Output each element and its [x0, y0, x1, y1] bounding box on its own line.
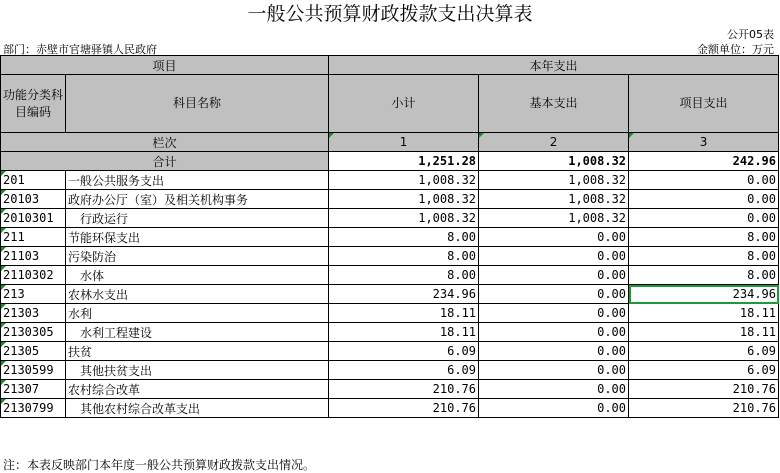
basic-expenditure-cell[interactable]: 0.00	[479, 247, 629, 266]
subtotal-cell[interactable]: 210.76	[329, 380, 479, 399]
basic-expenditure-cell[interactable]: 1,008.32	[479, 190, 629, 209]
table-row	[1, 323, 779, 342]
subject-name-cell[interactable]: 水利	[66, 304, 329, 323]
column-number-1[interactable]: 1	[329, 133, 479, 152]
subject-code-cell[interactable]: 201	[1, 171, 66, 190]
subtotal-cell[interactable]: 234.96	[329, 285, 479, 304]
subtotal-cell[interactable]: 1,008.32	[329, 209, 479, 228]
subject-code-cell[interactable]: 21103	[1, 247, 66, 266]
basic-expenditure-cell[interactable]: 0.00	[479, 228, 629, 247]
column-number-label[interactable]: 栏次	[1, 133, 329, 152]
project-expenditure-cell[interactable]: 18.11	[629, 323, 779, 342]
project-expenditure-cell[interactable]: 210.76	[629, 399, 779, 418]
project-expenditure-cell[interactable]: 6.09	[629, 361, 779, 380]
department-label: 部门：赤壁市官塘驿镇人民政府	[3, 43, 157, 56]
subtotal-cell[interactable]: 8.00	[329, 266, 479, 285]
subject-name-cell[interactable]: 行政运行	[66, 209, 329, 228]
table-row	[1, 285, 779, 304]
total-project[interactable]: 242.96	[629, 152, 779, 171]
basic-expenditure-cell[interactable]: 0.00	[479, 285, 629, 304]
subject-name-cell[interactable]: 一般公共服务支出	[66, 171, 329, 190]
subject-code-cell[interactable]: 2130305	[1, 323, 66, 342]
subject-name-cell[interactable]: 其他扶贫支出	[66, 361, 329, 380]
project-expenditure-cell[interactable]: 18.11	[629, 304, 779, 323]
subtotal-cell[interactable]: 18.11	[329, 323, 479, 342]
project-expenditure-cell[interactable]: 8.00	[629, 266, 779, 285]
project-expenditure-cell[interactable]: 0.00	[629, 190, 779, 209]
table-row	[1, 247, 779, 266]
subject-code-cell[interactable]: 20103	[1, 190, 66, 209]
total-subtotal[interactable]: 1,251.28	[329, 152, 479, 171]
subject-name-cell[interactable]: 节能环保支出	[66, 228, 329, 247]
subject-name-cell[interactable]: 政府办公厅（室）及相关机构事务	[66, 190, 329, 209]
subject-code-cell[interactable]: 2130799	[1, 399, 66, 418]
amount-unit-label: 金额单位：万元	[697, 43, 774, 56]
subject-code-cell[interactable]: 211	[1, 228, 66, 247]
subtotal-cell[interactable]: 8.00	[329, 228, 479, 247]
subject-name-cell[interactable]: 农村综合改革	[66, 380, 329, 399]
basic-expenditure-cell[interactable]: 0.00	[479, 361, 629, 380]
table-row	[1, 209, 779, 228]
basic-expenditure-cell[interactable]: 0.00	[479, 399, 629, 418]
basic-expenditure-cell[interactable]: 0.00	[479, 266, 629, 285]
header-basic-expenditure[interactable]: 基本支出	[479, 75, 629, 133]
footnote: 注：本表反映部门本年度一般公共预算财政拨款支出情况。	[3, 458, 316, 472]
table-row	[1, 190, 779, 209]
basic-expenditure-cell[interactable]: 1,008.32	[479, 209, 629, 228]
subtotal-cell[interactable]: 1,008.32	[329, 171, 479, 190]
subject-code-cell[interactable]: 2130599	[1, 361, 66, 380]
subject-code-cell[interactable]: 2010301	[1, 209, 66, 228]
subject-code-cell[interactable]: 21305	[1, 342, 66, 361]
form-number: 公开05表	[727, 28, 774, 41]
project-expenditure-cell[interactable]: 234.96	[629, 285, 779, 304]
subject-name-cell[interactable]: 水体	[66, 266, 329, 285]
column-number-2[interactable]: 2	[479, 133, 629, 152]
subject-name-cell[interactable]: 水利工程建设	[66, 323, 329, 342]
subject-name-cell[interactable]: 农林水支出	[66, 285, 329, 304]
header-current-expenditure[interactable]: 本年支出	[329, 56, 779, 75]
header-function-code[interactable]: 功能分类科目编码	[1, 75, 66, 133]
total-basic[interactable]: 1,008.32	[479, 152, 629, 171]
subtotal-cell[interactable]: 6.09	[329, 361, 479, 380]
table-row	[1, 304, 779, 323]
subtotal-cell[interactable]: 18.11	[329, 304, 479, 323]
expenditure-table	[0, 55, 779, 418]
subject-code-cell[interactable]: 2110302	[1, 266, 66, 285]
page-title: 一般公共预算财政拨款支出决算表	[247, 3, 533, 25]
subtotal-cell[interactable]: 1,008.32	[329, 190, 479, 209]
project-expenditure-cell[interactable]: 210.76	[629, 380, 779, 399]
total-label[interactable]: 合计	[1, 152, 329, 171]
table-row	[1, 266, 779, 285]
project-expenditure-cell[interactable]: 6.09	[629, 342, 779, 361]
header-subtotal[interactable]: 小计	[329, 75, 479, 133]
subject-code-cell[interactable]: 213	[1, 285, 66, 304]
column-number-3[interactable]: 3	[629, 133, 779, 152]
header-item[interactable]: 项目	[1, 56, 329, 75]
subject-name-cell[interactable]: 其他农村综合改革支出	[66, 399, 329, 418]
table-row	[1, 228, 779, 247]
project-expenditure-cell[interactable]: 0.00	[629, 171, 779, 190]
subtotal-cell[interactable]: 6.09	[329, 342, 479, 361]
subject-name-cell[interactable]: 污染防治	[66, 247, 329, 266]
project-expenditure-cell[interactable]: 8.00	[629, 247, 779, 266]
basic-expenditure-cell[interactable]: 0.00	[479, 323, 629, 342]
table-row	[1, 361, 779, 380]
subtotal-cell[interactable]: 8.00	[329, 247, 479, 266]
header-project-expenditure[interactable]: 项目支出	[629, 75, 779, 133]
project-expenditure-cell[interactable]: 8.00	[629, 228, 779, 247]
subject-code-cell[interactable]: 21303	[1, 304, 66, 323]
subtotal-cell[interactable]: 210.76	[329, 399, 479, 418]
basic-expenditure-cell[interactable]: 0.00	[479, 342, 629, 361]
table-row	[1, 380, 779, 399]
basic-expenditure-cell[interactable]: 1,008.32	[479, 171, 629, 190]
basic-expenditure-cell[interactable]: 0.00	[479, 380, 629, 399]
table-row	[1, 171, 779, 190]
table-row	[1, 342, 779, 361]
project-expenditure-cell[interactable]: 0.00	[629, 209, 779, 228]
table-row	[1, 399, 779, 418]
basic-expenditure-cell[interactable]: 0.00	[479, 304, 629, 323]
header-subject-name[interactable]: 科目名称	[66, 75, 329, 133]
subject-name-cell[interactable]: 扶贫	[66, 342, 329, 361]
subject-code-cell[interactable]: 21307	[1, 380, 66, 399]
